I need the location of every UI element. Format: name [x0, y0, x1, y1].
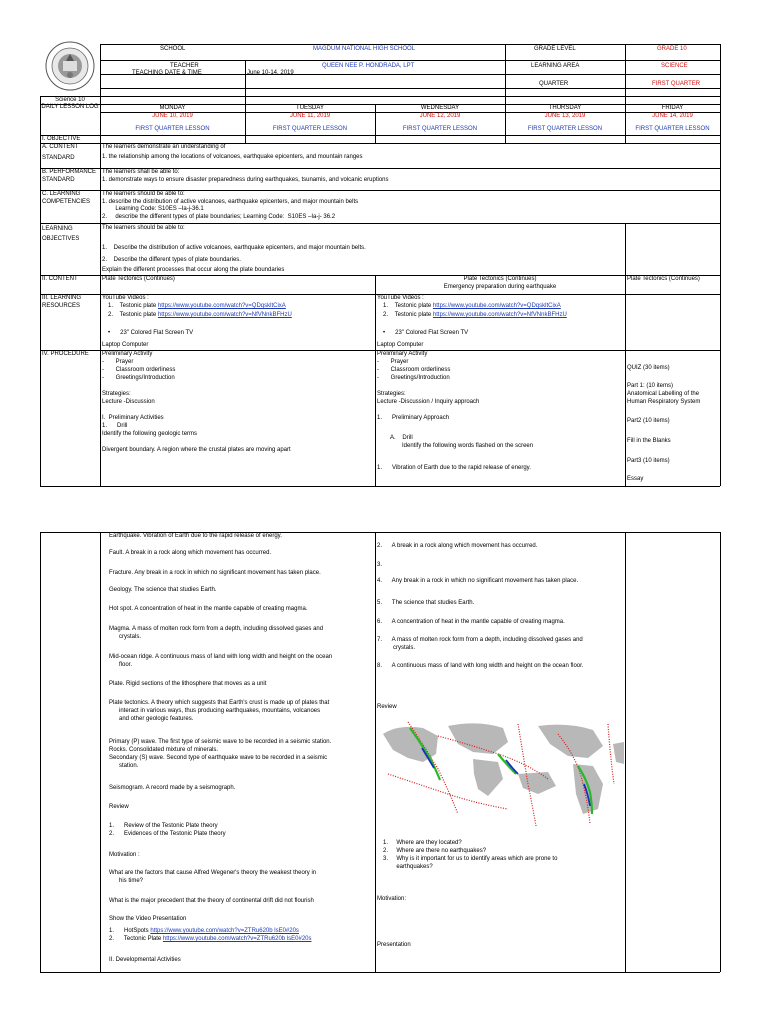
- definition-line: 1. Review of the Testonic Plate theory: [109, 823, 218, 829]
- day-wednesday: WEDNESDAY: [420, 105, 460, 111]
- procedure-b-line: - Greetings/Introduction: [377, 375, 450, 381]
- definition-line: Motivation :: [109, 852, 140, 858]
- objectives-line-3: 2. Describe the different types of plate boundaries.: [102, 257, 241, 263]
- resource-item-1a: [108, 303, 286, 310]
- content-standard-label-2: STANDARD: [42, 155, 75, 161]
- learning-area-label: LEARNING AREA: [531, 63, 580, 69]
- content-heading: II. CONTENT: [42, 276, 78, 282]
- school-label: SCHOOL: [160, 46, 186, 52]
- learning-area-value: SCIENCE: [661, 63, 688, 69]
- definition-line: Fault. A break in a rock along which movement has occurred.: [109, 550, 272, 556]
- date-friday: JUNE 14, 2019: [652, 113, 693, 119]
- objective-heading: I. OBJECTIVE: [42, 136, 81, 142]
- tectonic-video: [109, 936, 312, 943]
- resource-item-1b-prefix: 1. Testonic plate: [383, 303, 433, 309]
- procedure-heading: IV. PROCEDURE: [42, 351, 89, 357]
- drill-item: 3.: [377, 562, 383, 568]
- competencies-line-4: 2. describe the different types of plate boundaries; Learning Code: S10ES –Ia-j- 36.2: [102, 214, 336, 220]
- procedure-b-line: Identify the following words flashed on the screen: [377, 443, 534, 449]
- definition-line: Primary (P) wave. The first type of seismic wave to be recorded in a seismic station.: [109, 739, 332, 745]
- resource-laptop-a: Laptop Computer: [102, 342, 149, 348]
- presentation-label: Presentation: [377, 942, 411, 948]
- school-name: MAGDUM NATIONAL HIGH SCHOOL: [313, 46, 416, 52]
- procedure-b-line: 1. Vibration of Earth due to the rapid release of energy.: [377, 465, 531, 471]
- definition-line: Mid-ocean ridge. A continuous mass of land with long width and height on the ocean: [109, 654, 333, 660]
- question-3-cont: earthquakes?: [383, 864, 433, 870]
- resource-link-1b[interactable]: https://www.youtube.com/watch?v=QDqskltCixA: [432, 303, 561, 309]
- resource-link-1a[interactable]: https://www.youtube.com/watch?v=QDqskltCixA: [157, 303, 286, 309]
- date-wednesday: JUNE 12, 2019: [419, 113, 461, 119]
- day-monday: MONDAY: [159, 105, 186, 111]
- developmental-activities: II. Developmental Activities: [109, 957, 181, 963]
- resource-item-1a-prefix: 1. Testonic plate: [108, 303, 158, 309]
- definition-line: Geology. The science that studies Earth.: [109, 587, 217, 593]
- performance-standard-line-2: 1. demonstrate ways to ensure disaster preparedness during earthquakes, tsunamis, and volcanic eruptions: [102, 177, 389, 183]
- procedure-b-line: - Classroom orderliness: [377, 367, 451, 373]
- teaching-date-value: June 10-14, 2019: [247, 70, 294, 76]
- procedure-c-line: Fill in the Blanks: [627, 438, 671, 444]
- lesson-monday: FIRST QUARTER LESSON: [135, 126, 210, 132]
- grade-level-label: GRADE LEVEL: [534, 46, 576, 52]
- performance-standard-line-1: The learners shall be able to:: [102, 169, 180, 175]
- competencies-line-3: Learning Code: S10ES –Ia-j-36.1: [102, 206, 204, 212]
- deped-seal-logo: [45, 41, 95, 91]
- objectives-line-4: Explain the different processes that occur along the plate boundaries: [102, 267, 285, 273]
- procedure-a-line: Identify the following geologic terms: [102, 431, 198, 437]
- definition-line: Plate tectonics. A theory which suggests that Earth's crust is made up of plates that: [109, 700, 330, 706]
- world-earthquake-map: [378, 714, 624, 829]
- content-standard-line-2: 1. the relationship among the locations of volcanoes, earthquake epicenters, and mountain ranges: [102, 154, 363, 160]
- procedure-c-line: Human Respiratory System: [627, 399, 701, 405]
- procedure-b-line: Preliminary Activity: [377, 351, 428, 357]
- objectives-line-2: 1. Describe the distribution of active volcanoes, earthquake epicenters, and major mountain belts.: [102, 245, 366, 251]
- objectives-label-2: OBJECTIVES: [42, 236, 80, 242]
- definition-line: crystals.: [119, 634, 142, 640]
- definition-line: Plate. Rigid sections of the lithosphere that moves as a unit: [109, 681, 267, 687]
- drill-item: 4. Any break in a rock in which no significant movement has taken place.: [377, 578, 579, 584]
- definition-line: his time?: [119, 878, 144, 884]
- lesson-thursday: FIRST QUARTER LESSON: [527, 126, 603, 132]
- content-standard-line-1: The learners demonstrate an understanding of: [102, 144, 226, 150]
- resources-title-a: YouTube Videos :: [102, 295, 149, 301]
- resource-link-2a[interactable]: https://www.youtube.com/watch?v=NfVNnkBFHzU: [157, 312, 292, 318]
- definition-line: floor.: [119, 662, 133, 668]
- definition-line: interact in various ways, thus producing earthquakes, mountains, volcanoes: [119, 708, 321, 714]
- question-1: 1. Where are they located?: [383, 840, 462, 846]
- definition-line: Earthquake. Vibration of Earth due to the rapid release of energy.: [109, 533, 282, 539]
- procedure-a-line: - Classroom orderliness: [102, 367, 176, 373]
- grade-level-value: GRADE 10: [657, 46, 687, 52]
- resource-item-2a-prefix: 2. Testonic plate: [108, 312, 158, 318]
- resources-title-b: YouTube Videos :: [377, 295, 424, 301]
- resources-label-2: RESOURCES: [42, 303, 81, 309]
- resource-link-2b[interactable]: https://www.youtube.com/watch?v=NfVNnkBFHzU: [432, 312, 567, 318]
- resources-label-1: III. LEARNING: [42, 295, 82, 301]
- procedure-a-line: Strategies:: [102, 391, 131, 397]
- drill-item: 2. A break in a rock along which movement has occurred.: [377, 543, 538, 549]
- definition-line: Rocks. Consolidated mixture of minerals.: [109, 747, 219, 753]
- review-heading: Review: [377, 704, 397, 710]
- definition-line: What are the factors that cause Alfred Wegener's theory the weakest theory in: [109, 870, 317, 876]
- procedure-b-line: A. Drill: [377, 435, 413, 441]
- definition-line: Magma. A mass of molten rock form from a depth, including dissolved gases and: [109, 626, 324, 632]
- competencies-label-1: C. LEARNING: [42, 191, 81, 197]
- drill-item: 6. A concentration of heat in the mantle capable of creating magma.: [377, 619, 565, 625]
- quarter-label: QUARTER: [539, 81, 569, 87]
- performance-standard-label-1: B. PERFORMANCE: [42, 169, 97, 175]
- procedure-b-line: Lecture -Discussion / Inquiry approach: [377, 399, 480, 405]
- resource-laptop-b: Laptop Computer: [377, 342, 424, 348]
- definition-line: Show the Video Presentation: [109, 916, 187, 922]
- procedure-c-line: Part3 (10 items): [627, 458, 670, 464]
- procedure-a-line: Preliminary Activity: [102, 351, 153, 357]
- hotspots-prefix: 1. HotSpots: [109, 928, 151, 934]
- resource-item-1b: [383, 303, 561, 310]
- procedure-c-line: Essay: [627, 476, 644, 482]
- lesson-friday: FIRST QUARTER LESSON: [635, 126, 710, 132]
- performance-standard-label-2: STANDARD: [42, 177, 75, 183]
- date-monday: JUNE 10, 2019: [152, 113, 193, 119]
- drill-item: 7. A mass of molten rock form from a depth, including dissolved gases and: [377, 637, 583, 643]
- log-title: DAILY LESSON LOG: [41, 104, 99, 110]
- content-standard-label-1: A. CONTENT: [42, 144, 79, 150]
- competencies-line-1: The learners should be able to:: [102, 191, 185, 197]
- motivation-label: Motivation:: [377, 896, 407, 902]
- definition-line: Review: [109, 804, 129, 810]
- quarter-value: FIRST QUARTER: [652, 81, 701, 87]
- tectonic-link[interactable]: https://www.youtube.com/watch?v=ZTRu620b lsE0#20s: [162, 936, 312, 942]
- procedure-a-line: 1. Drill: [102, 423, 128, 429]
- hotspots-link[interactable]: https://www.youtube.com/watch?v=ZTRu620b lsE0#20s: [150, 928, 299, 934]
- lesson-tuesday: FIRST QUARTER LESSON: [272, 126, 348, 132]
- resource-item-2a: [108, 312, 292, 319]
- definition-line: What is the major precedent that the theory of continental drift did not flourish: [109, 898, 314, 904]
- procedure-c-line: Part 1: (10 items): [627, 383, 674, 389]
- procedure-c-line: Anatomical Labelling of the: [627, 391, 700, 397]
- procedure-b-line: Strategies:: [377, 391, 406, 397]
- date-tuesday: JUNE 11, 2019: [289, 113, 331, 119]
- procedure-a-line: - Greetings/Introduction: [102, 375, 175, 381]
- day-tuesday: TUESDAY: [296, 105, 324, 111]
- resource-tv-a: • 23" Colored Flat Screen TV: [108, 330, 194, 336]
- procedure-a-line: I. Preliminary Activities: [102, 415, 164, 421]
- lesson-log-page-2: [40, 530, 730, 980]
- procedure-b-line: 1. Preliminary Approach: [377, 415, 450, 421]
- resource-item-2b: [383, 312, 567, 319]
- procedure-a-line: Divergent boundary. A region where the crustal plates are moving apart: [102, 447, 291, 453]
- resource-tv-b: • 23" Colored Flat Screen TV: [383, 330, 469, 336]
- content-mon-tue: Plate Tectonics (Continues): [102, 276, 175, 282]
- competencies-line-2: 1. describe the distribution of active volcanoes, earthquake epicenters, and major mountain belts: [102, 199, 359, 205]
- hotspots-video: [109, 928, 299, 935]
- content-friday: Plate Tectonics (Continues): [627, 276, 700, 282]
- definition-line: Fracture. Any break in a rock in which no significant movement has taken place.: [109, 570, 321, 576]
- content-wed-thu-2: Emergency preparation during earthquake: [443, 284, 557, 290]
- teaching-date-label: TEACHING DATE & TIME: [132, 70, 202, 76]
- tectonic-prefix: 2. Tectonic Plate: [109, 936, 163, 942]
- definition-line: Hot spot. A concentration of heat in the mantle capable of creating magma.: [109, 606, 308, 612]
- procedure-b-line: - Prayer: [377, 359, 409, 365]
- procedure-c-line: Part2 (10 items): [627, 418, 670, 424]
- question-3: 3. Why is it important for us to identify areas which are prone to: [383, 856, 558, 862]
- date-thursday: JUNE 13, 2019: [544, 113, 586, 119]
- resource-item-2b-prefix: 2. Testonic plate: [383, 312, 433, 318]
- definition-line: and other geologic features.: [119, 716, 194, 722]
- drill-item: 8. A continuous mass of land with long width and height on the ocean floor.: [377, 663, 584, 669]
- drill-item: crystals.: [393, 645, 416, 651]
- content-wed-thu-1: Plate Tectonics (Continues): [463, 276, 537, 282]
- objectives-label-1: LEARNING: [42, 226, 73, 232]
- drill-item: 5. The science that studies Earth.: [377, 600, 475, 606]
- day-friday: FRIDAY: [661, 105, 684, 111]
- objectives-line-1: The learners should be able to:: [102, 225, 185, 231]
- day-thursday: THURSDAY: [548, 105, 582, 111]
- teacher-label: TEACHER: [170, 63, 199, 69]
- definition-line: Seismogram. A record made by a seismograph.: [109, 785, 236, 791]
- procedure-c-line: QUIZ (30 items): [627, 365, 670, 371]
- lesson-log-page-1: [40, 40, 730, 490]
- definition-line: 2. Evidences of the Testonic Plate theory: [109, 831, 226, 837]
- definition-line: station.: [119, 763, 139, 769]
- procedure-a-line: Lecture -Discussion: [102, 399, 155, 405]
- procedure-a-line: - Prayer: [102, 359, 134, 365]
- question-2: 2. Where are there no earthquakes?: [383, 848, 487, 854]
- lesson-wednesday: FIRST QUARTER LESSON: [402, 126, 478, 132]
- log-title-subject: Science 10: [55, 97, 85, 103]
- definition-line: Secondary (S) wave. Second type of earthquake wave to be recorded in a seismic: [109, 755, 328, 761]
- teacher-name: QUEEN NEE P. HONDRADA, LPT: [322, 63, 415, 69]
- competencies-label-2: COMPETENCIES: [42, 199, 91, 205]
